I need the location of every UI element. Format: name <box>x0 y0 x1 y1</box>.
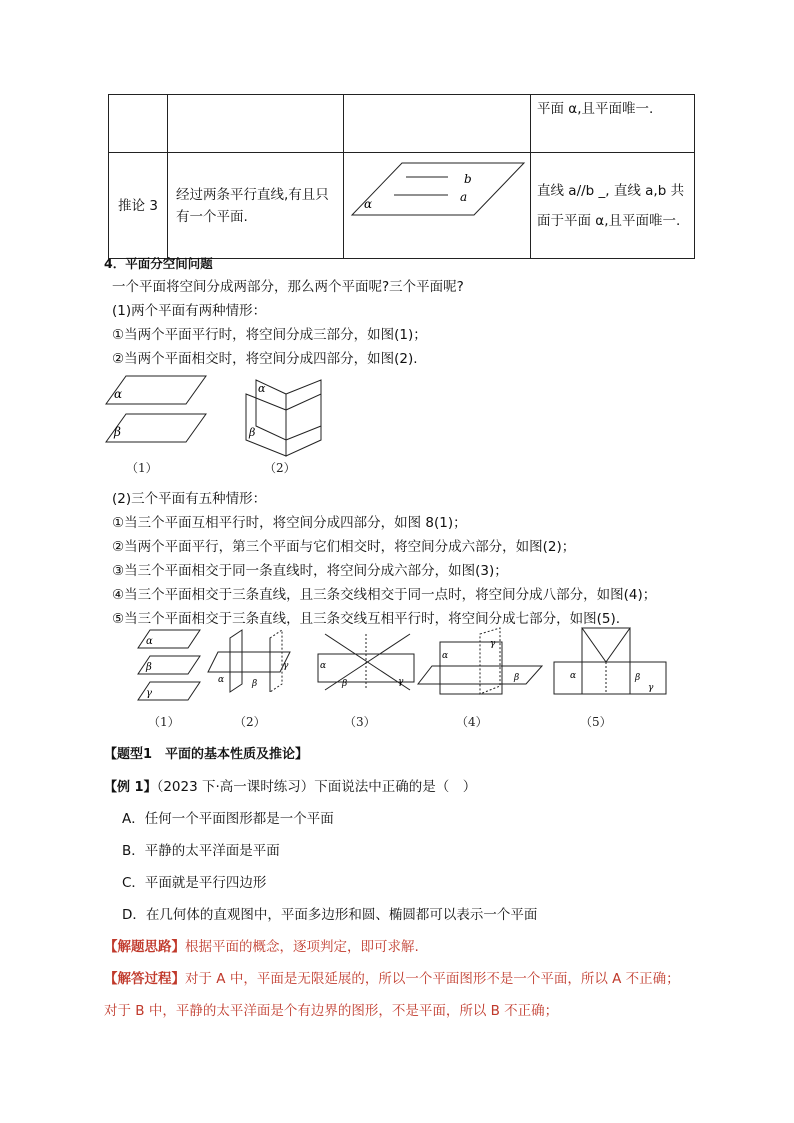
solution-idea <box>104 938 419 956</box>
list-item: ⑤当三个平面相交于三条直线，且三条交线互相平行时，将空间分成七部分，如图(5). <box>112 611 621 627</box>
solution-process <box>104 970 680 988</box>
figure-caption: （1） <box>126 461 158 475</box>
label-alpha: α <box>320 661 327 671</box>
label-alpha: α <box>442 651 449 661</box>
label-alpha: α <box>146 636 153 647</box>
table-cell-conclusion <box>531 153 695 259</box>
three-planes-figure <box>130 624 690 734</box>
conclusion-text: 平面 α,且平面唯一. <box>537 101 654 117</box>
figure-caption: （4） <box>456 715 488 729</box>
list-item: ②当两个平面相交时，将空间分成四部分，如图(2). <box>112 351 418 367</box>
table-cell-name <box>109 153 168 259</box>
process-text: 对于 B 中，平静的太平洋面是个有边界的图形，不是平面，所以 B 不正确； <box>104 1003 559 1019</box>
label-beta: β <box>514 673 520 683</box>
label-gamma: γ <box>648 683 654 693</box>
figure-caption: （3） <box>344 715 376 729</box>
list-item: ③当三个平面相交于同一条直线时，将空间分成六部分，如图(3)； <box>112 563 508 579</box>
process-text: 对于 A 中，平面是无限延展的，所以一个平面图形不是一个平面，所以 A 不正确； <box>185 971 680 987</box>
label-alpha: α <box>570 671 577 681</box>
option-c: C．平面就是平行四边形 <box>122 875 267 891</box>
theorem-table <box>108 94 695 259</box>
label-beta: β <box>114 425 121 439</box>
paragraph: 一个平面将空间分成两部分，那么两个平面呢?三个平面呢? <box>112 279 464 295</box>
example-label: 【例 1】 <box>104 780 157 795</box>
corollary-text-line: 有一个平面. <box>176 208 248 225</box>
label-beta: β <box>252 679 258 689</box>
paragraph: (2)三个平面有五种情形： <box>112 491 267 507</box>
list-item: ①当三个平面互相平行时，将空间分成四部分，如图 8(1)； <box>112 515 467 531</box>
label-alpha: α <box>114 387 123 401</box>
figure-caption: （5） <box>580 715 612 729</box>
label-alpha: α <box>218 675 225 685</box>
label-gamma: γ <box>146 688 152 699</box>
list-item: ①当两个平面平行时，将空间分成三部分，如图(1)； <box>112 327 427 343</box>
corollary-text-line: 经过两条平行直线,有且只 <box>176 186 329 203</box>
example-stem <box>104 778 476 797</box>
label-beta: β <box>249 426 256 439</box>
label-alpha: α <box>258 382 266 395</box>
label-beta: β <box>146 662 152 673</box>
option-d: D．在几何体的直观图中，平面多边形和圆、椭圆都可以表示一个平面 <box>122 907 538 923</box>
idea-text: 根据平面的概念，逐项判定，即可求解. <box>185 939 419 955</box>
option-b: B．平静的太平洋面是平面 <box>122 843 280 859</box>
parallel-lines-figure <box>344 153 530 251</box>
example-question: （2023 下·高一课时练习）下面说法中正确的是（ ） <box>156 779 477 795</box>
conclusion-text: 面于平面 α,且平面唯一. <box>537 212 681 229</box>
table-cell-text <box>168 153 344 259</box>
label-alpha: α <box>364 197 373 211</box>
table-cell-conclusion <box>531 95 695 153</box>
idea-label: 【解题思路】 <box>104 939 185 955</box>
option-a: A．任何一个平面图形都是一个平面 <box>122 811 334 827</box>
label-gamma: γ <box>490 639 496 649</box>
question-type-title: 【题型1 平面的基本性质及推论】 <box>104 747 309 762</box>
figure-caption: （2） <box>234 715 266 729</box>
figure-caption: （1） <box>148 715 180 729</box>
conclusion-text: 直线 a//b _, 直线 a,b 共 <box>537 182 685 199</box>
table-cell <box>168 95 344 153</box>
label-a: a <box>460 190 468 204</box>
label-b: b <box>464 172 472 186</box>
figure-caption: （2） <box>264 461 296 475</box>
table-cell-figure <box>344 153 531 259</box>
table-cell <box>344 95 531 153</box>
label-beta: β <box>342 679 348 689</box>
table-cell <box>109 95 168 153</box>
label-gamma: γ <box>283 661 289 671</box>
list-item: ②当两个平面平行，第三个平面与它们相交时，将空间分成六部分，如图(2)； <box>112 539 576 555</box>
list-item: ④当三个平面相交于三条直线，且三条交线相交于同一点时，将空间分成八部分，如图(4)； <box>112 587 657 603</box>
label-gamma: γ <box>398 677 404 687</box>
two-planes-figure <box>96 370 336 480</box>
label-beta: β <box>635 673 641 683</box>
process-label: 【解答过程】 <box>104 971 185 987</box>
section-heading: 4．平面分空间问题 <box>104 256 213 271</box>
paragraph: (1)两个平面有两种情形： <box>112 303 267 319</box>
corollary-name: 推论 3 <box>118 197 158 214</box>
